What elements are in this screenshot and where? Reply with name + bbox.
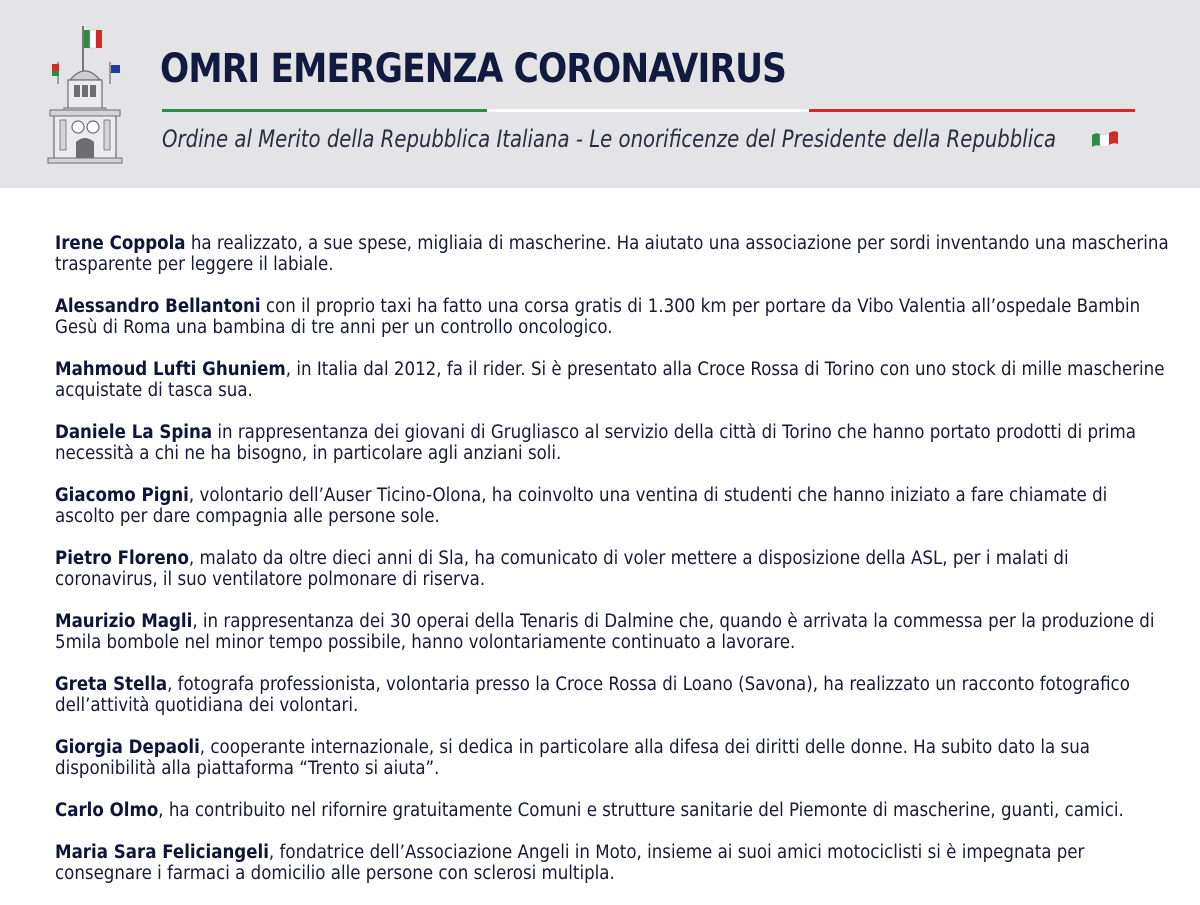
- honoree-description: , malato da oltre dieci anni di Sla, ha comunicato di voler mettere a disposizione della ASL, per i malati di coronavirus, il suo ventilatore polmonare di riserva.: [55, 548, 1069, 590]
- italian-flag-icon: [1090, 129, 1120, 149]
- honoree-name: Pietro Floreno: [55, 548, 189, 569]
- honoree-name: Daniele La Spina: [55, 422, 213, 443]
- page-subtitle: Ordine al Merito della Repubblica Italiana - Le onorificenze del Presidente della Repubblica: [162, 125, 1057, 153]
- list-item: [55, 233, 1171, 275]
- honoree-description: , fondatrice dell’Associazione Angeli in Moto, insieme ai suoi amici motociclisti si è impegnata per consegnare i farmaci a domicilio alle persone con sclerosi multipla.: [55, 842, 1085, 884]
- honoree-name: Maria Sara Feliciangeli: [55, 842, 269, 863]
- list-item: [55, 674, 1171, 716]
- title-rule-red: [809, 109, 1135, 112]
- title-rule-green: [162, 109, 487, 112]
- honoree-description: in rappresentanza dei giovani di Grugliasco al servizio della città di Torino che hanno portato prodotti di prima necessità a chi ne ha bisogno, in particolare agli anziani soli.: [55, 422, 1136, 464]
- honoree-description: , in Italia dal 2012, fa il rider. Si è presentato alla Croce Rossa di Torino con uno stock di mille mascherine acquistate di tasca sua.: [55, 359, 1165, 401]
- honorees-list: [55, 233, 1175, 905]
- honoree-name: Maurizio Magli: [55, 611, 193, 632]
- page-header: [0, 0, 1200, 188]
- honoree-name: Mahmoud Lufti Ghuniem: [55, 359, 286, 380]
- list-item: [55, 842, 1171, 884]
- list-item: [55, 422, 1171, 464]
- honoree-description: ha realizzato, a sue spese, migliaia di mascherine. Ha aiutato una associazione per sordi inventando una mascherina trasparente per leggere il labiale.: [55, 233, 1169, 275]
- page-title: OMRI EMERGENZA CORONAVIRUS: [160, 46, 787, 92]
- honoree-name: Alessandro Bellantoni: [55, 296, 261, 317]
- honoree-description: , ha contribuito nel rifornire gratuitamente Comuni e strutture sanitarie del Piemonte di mascherine, guanti, camici.: [158, 800, 1124, 821]
- honoree-description: , in rappresentanza dei 30 operai della Tenaris di Dalmine che, quando è arrivata la commessa per la produzione di 5mila bombole nel minor tempo possibile, hanno volontariamente continuato a lavorare.: [55, 611, 1155, 653]
- title-rule-white: [487, 109, 809, 112]
- honoree-name: Giorgia Depaoli: [55, 737, 200, 758]
- list-item: [55, 611, 1171, 653]
- list-item: [55, 296, 1171, 338]
- list-item: [55, 359, 1171, 401]
- honoree-name: Greta Stella: [55, 674, 168, 695]
- honoree-description: , volontario dell’Auser Ticino-Olona, ha coinvolto una ventina di studenti che hanno iniziato a fare chiamate di ascolto per dare compagnia alle persone sole.: [55, 485, 1108, 527]
- honoree-name: Carlo Olmo: [55, 800, 159, 821]
- quirinale-tower-icon: [40, 22, 130, 167]
- honoree-description: con il proprio taxi ha fatto una corsa gratis di 1.300 km per portare da Vibo Valentia all’ospedale Bambin Gesù di Roma una bambina di tre anni per un controllo oncologico.: [55, 296, 1141, 338]
- honoree-name: Irene Coppola: [55, 233, 186, 254]
- list-item: [55, 485, 1171, 527]
- list-item: [55, 548, 1171, 590]
- honoree-name: Giacomo Pigni: [55, 485, 189, 506]
- honoree-description: , fotografa professionista, volontaria presso la Croce Rossa di Loano (Savona), ha realizzato un racconto fotografico dell’attività quotidiana dei volontari.: [55, 674, 1130, 716]
- honoree-description: , cooperante internazionale, si dedica in particolare alla difesa dei diritti delle donne. Ha subito dato la sua disponibilità alla piattaforma “Trento si aiuta”.: [55, 737, 1090, 779]
- list-item: [55, 737, 1171, 779]
- list-item: [55, 800, 1171, 821]
